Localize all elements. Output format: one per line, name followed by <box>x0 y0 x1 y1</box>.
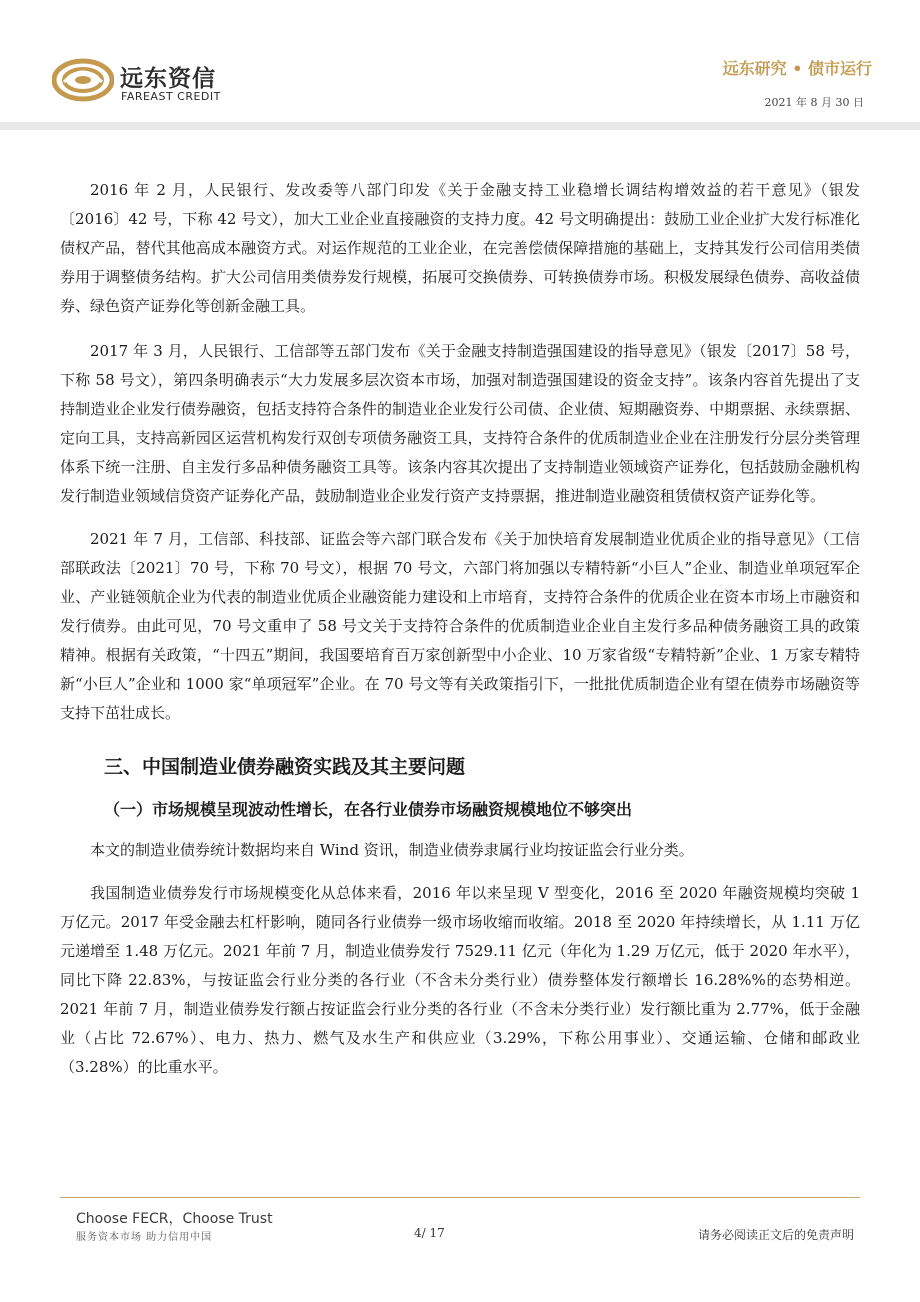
footer-slogan: Choose FECR，Choose Trust <box>76 1211 273 1227</box>
footer-divider <box>60 1197 860 1198</box>
subsection-heading: （一）市场规模呈现波动性增长，在各行业债券市场融资规模地位不够突出 <box>104 800 633 819</box>
brand-name-en: FAREAST CREDIT <box>121 90 221 103</box>
page-header <box>0 0 920 132</box>
document-body <box>60 176 860 1096</box>
fareast-logo-icon <box>52 58 114 102</box>
disclaimer-note: 请务必阅读正文后的免责声明 <box>697 1228 854 1242</box>
paragraph-70-document: 2021 年 7 月，工信部、科技部、证监会等六部门联合发布《关于加快培育发展制造业优质企业的指导意见》（工信部联政法〔2021〕70 号，下称 70 号文），根据 70 号文，六部门将加强以专精特新“小巨人”企业、制造业单项冠军企业、产业链领航企业为代表的制造业优质企业融资能力建设和上市培育，支持符合条件的优质企业在资本市场上市融资和发行债券。由此可见，70 号文重申了 58 号文关于支持符合条件的优质制造业企业自主发行多品种债务融资工具的政策精神。根据有关政策，“十四五”期间，我国要培育百万家创新型中小企业、10 万家省级“专精特新”企业、1 万家专精特新“小巨人”企业和 1000 家“单项冠军”企业。在 70 号文等有关政策指引下，一批批优质制造企业有望在债券市场融资等支持下茁壮成长。 <box>60 530 860 722</box>
paragraph-market-scale: 我国制造业债券发行市场规模变化从总体来看，2016 年以来呈现 V 型变化，2016 至 2020 年融资规模均突破 1 万亿元。2017 年受金融去杠杆影响，随同各行业债券一级市场收缩而收缩。2018 至 2020 年持续增长，从 1.11 万亿元递增至 1.48 万亿元。2021 年前 7 月，制造业债券发行 7529.11 亿元（年化为 1.29 万亿元，低于 2020 年水平），同比下降 22.83%，与按证监会行业分类的各行业（不含未分类行业）债券整体发行额增长 16.28%%的态势相逆。2021 年前 7 月，制造业债券发行额占按证监会行业分类的各行业（不含未分类行业）发行额比重为 2.77%，低于金融业（占比 72.67%）、电力、热力、燃气及水生产和供应业（3.29%，下称公用事业）、交通运输、仓储和邮政业（3.28%）的比重水平。 <box>60 884 860 1076</box>
report-series-title: 远东研究 • 债市运行 <box>722 59 872 78</box>
page-number: 4/ 17 <box>414 1226 445 1240</box>
section-heading: 三、中国制造业债券融资实践及其主要问题 <box>104 756 466 778</box>
report-date: 2021 年 8 月 30 日 <box>764 96 864 109</box>
header-divider <box>0 122 920 130</box>
footer-slogan-sub: 服务资本市场 助力信用中国 <box>76 1232 213 1243</box>
paragraph-42-document: 2016 年 2 月，人民银行、发改委等八部门印发《关于金融支持工业稳增长调结构增效益的若干意见》（银发〔2016〕42 号，下称 42 号文），加大工业企业直接融资的支持力度。42 号文明确提出：鼓励工业企业扩大发行标准化债权产品，替代其他高成本融资方式。对运作规范的工业企业，在完善偿债保障措施的基础上，支持其发行公司信用类债券用于调整债务结构。扩大公司信用类债券发行规模，拓展可交换债券、可转换债券市场。积极发展绿色债券、高收益债券、绿色资产证券化等创新金融工具。 <box>60 181 860 315</box>
brand-name-cn: 远东资信 <box>120 66 216 92</box>
paragraph-58-document: 2017 年 3 月，人民银行、工信部等五部门发布《关于金融支持制造强国建设的指导意见》（银发〔2017〕58 号，下称 58 号文），第四条明确表示“大力发展多层次资本市场，加强对制造强国建设的资金支持”。该条内容首先提出了支持制造业企业发行债券融资，包括支持符合条件的制造业企业发行公司债、企业债、短期融资券、中期票据、永续票据、定向工具，支持高新园区运营机构发行双创专项债务融资工具，支持符合条件的优质制造业企业在注册发行分层分类管理体系下统一注册、自主发行多品种债务融资工具等。该条内容其次提出了支持制造业领域资产证券化，包括鼓励金融机构发行制造业领域信贷资产证券化产品，鼓励制造业企业发行资产支持票据，推进制造业融资租赁债权资产证券化等。 <box>60 342 860 505</box>
paragraph-data-source: 本文的制造业债券统计数据均来自 Wind 资讯，制造业债券隶属行业均按证监会行业分类。 <box>90 841 694 859</box>
